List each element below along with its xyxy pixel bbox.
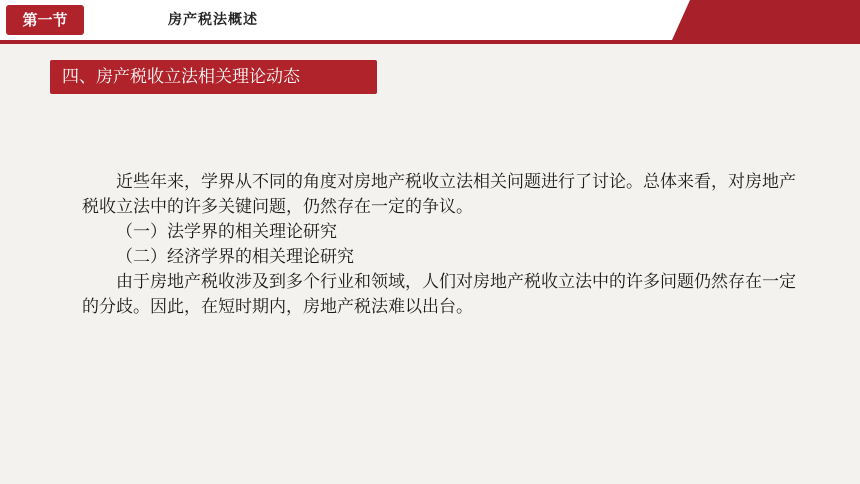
header-wedge-shape [672, 0, 860, 40]
paragraph-conclusion: 由于房地产税收涉及到多个行业和领域，人们对房地产税收立法中的许多问题仍然存在一定的分歧。因此，在短时期内，房地产税法难以出台。 [82, 272, 796, 317]
header-decoration [0, 0, 860, 44]
section-badge: 第一节 [6, 5, 84, 35]
topic-banner: 四、房产税收立法相关理论动态 [50, 60, 377, 94]
header-divider [0, 40, 860, 44]
paragraph-econ-research: （二）经济学界的相关理论研究 [116, 247, 354, 267]
paragraph-intro: 近些年来，学界从不同的角度对房地产税收立法相关问题进行了讨论。总体来看，对房地产税收立法中的许多关键问题，仍然存在一定的争议。 [82, 172, 796, 217]
section-title: 房产税法概述 [168, 12, 258, 28]
body-text [82, 170, 802, 320]
paragraph-law-research: （一）法学界的相关理论研究 [116, 222, 337, 242]
